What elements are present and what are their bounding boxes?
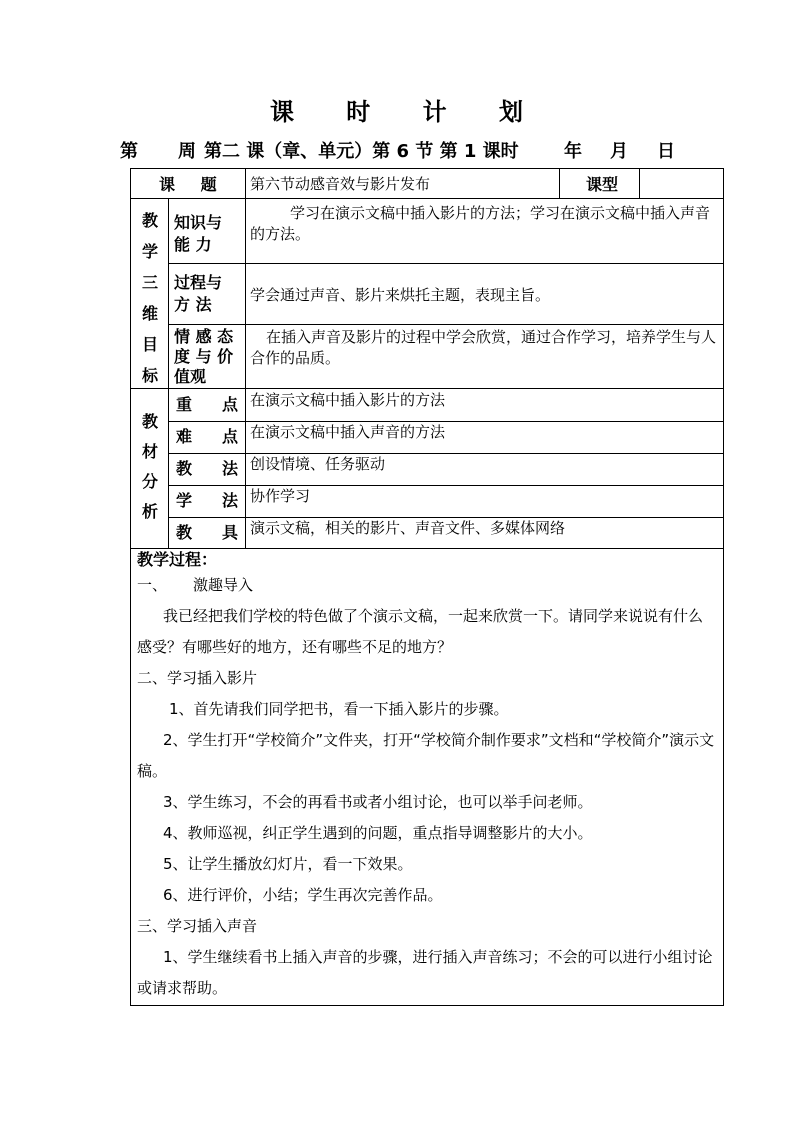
lesson-plan-table [130,168,724,1006]
process-s3-item-1: 1、学生继续看书上插入声音的步骤，进行插入声音练习；不会的可以进行小组讨论或请求帮助。 [137,948,713,997]
analysis-difficulty-label: 难 点 [176,427,238,446]
process-s2-item-6: 6、进行评价，小结；学生再次完善作品。 [163,886,443,904]
lesson-type-label: 课型 [586,175,619,194]
topic-label: 课 题 [159,175,227,194]
week-prefix: 第 [120,141,138,162]
page-title: 课 时 计 划 [269,98,546,126]
year-label: 年 [564,141,582,162]
analysis-teaching-method-text: 创设情境、任务驱动 [250,455,386,473]
analysis-teaching-method-label: 教 法 [176,459,238,478]
process-s2-item-4: 4、教师巡视，纠正学生遇到的问题，重点指导调整影片的大小。 [163,824,593,842]
analysis-learning-method-label: 学 法 [176,491,238,510]
goal-knowledge-label: 知识与 能 力 [174,213,223,254]
process-s2-item-3: 3、学生练习，不会的再看书或者小组讨论，也可以举手问老师。 [163,793,593,811]
goal-emotion-label: 情 感 态 度 与 价 值观 [174,327,234,386]
process-s2-item-5: 5、让学生播放幻灯片，看一下效果。 [163,855,413,873]
topic-value: 第六节动感音效与影片发布 [250,175,431,193]
process-s2-item-2: 2、学生打开“学校简介”文件夹，打开“学校简介制作要求”文档和“学校简介”演示文稿。 [137,731,715,780]
goals-section-label: 教 学 三 维 目 标 [141,211,158,385]
process-section-1: 一、 激趣导入 [137,576,254,594]
month-label: 月 [610,141,628,162]
analysis-learning-method-text: 协作学习 [250,487,311,505]
process-paragraph-intro: 我已经把我们学校的特色做了个演示文稿，一起来欣赏一下。请同学来说说有什么感受？有哪些好的地方，还有哪些不足的地方？ [137,607,704,656]
process-s2-item-1: 1、首先请我们同学把书，看一下插入影片的步骤。 [169,700,509,718]
process-section-3: 三、学习插入声音 [137,917,258,935]
analysis-difficulty-text: 在演示文稿中插入声音的方法 [250,423,446,441]
goal-process-text: 学会通过声音、影片来烘托主题，表现主旨。 [250,286,551,304]
goal-process-label: 过程与 方 法 [174,273,223,314]
analysis-key-point-label: 重 点 [176,395,238,414]
week-suffix: 周 [178,141,196,162]
goal-knowledge-text: 学习在演示文稿中插入影片的方法；学习在演示文稿中插入声音的方法。 [250,204,711,243]
process-heading: 教学过程： [137,550,218,569]
analysis-teaching-aids-label: 教 具 [176,523,238,542]
goal-emotion-text: 在插入声音及影片的过程中学会欣赏，通过合作学习，培养学生与人合作的品质。 [250,328,717,367]
analysis-section-label: 教 材 分 析 [141,412,158,521]
lesson-unit: 第二 课（章、单元）第 6 节 第 1 课时 [204,141,519,162]
analysis-key-point-text: 在演示文稿中插入影片的方法 [250,391,446,409]
day-label: 日 [657,141,675,162]
analysis-teaching-aids-text: 演示文稿，相关的影片、声音文件、多媒体网络 [250,519,566,537]
process-section-2: 二、学习插入影片 [137,669,258,687]
